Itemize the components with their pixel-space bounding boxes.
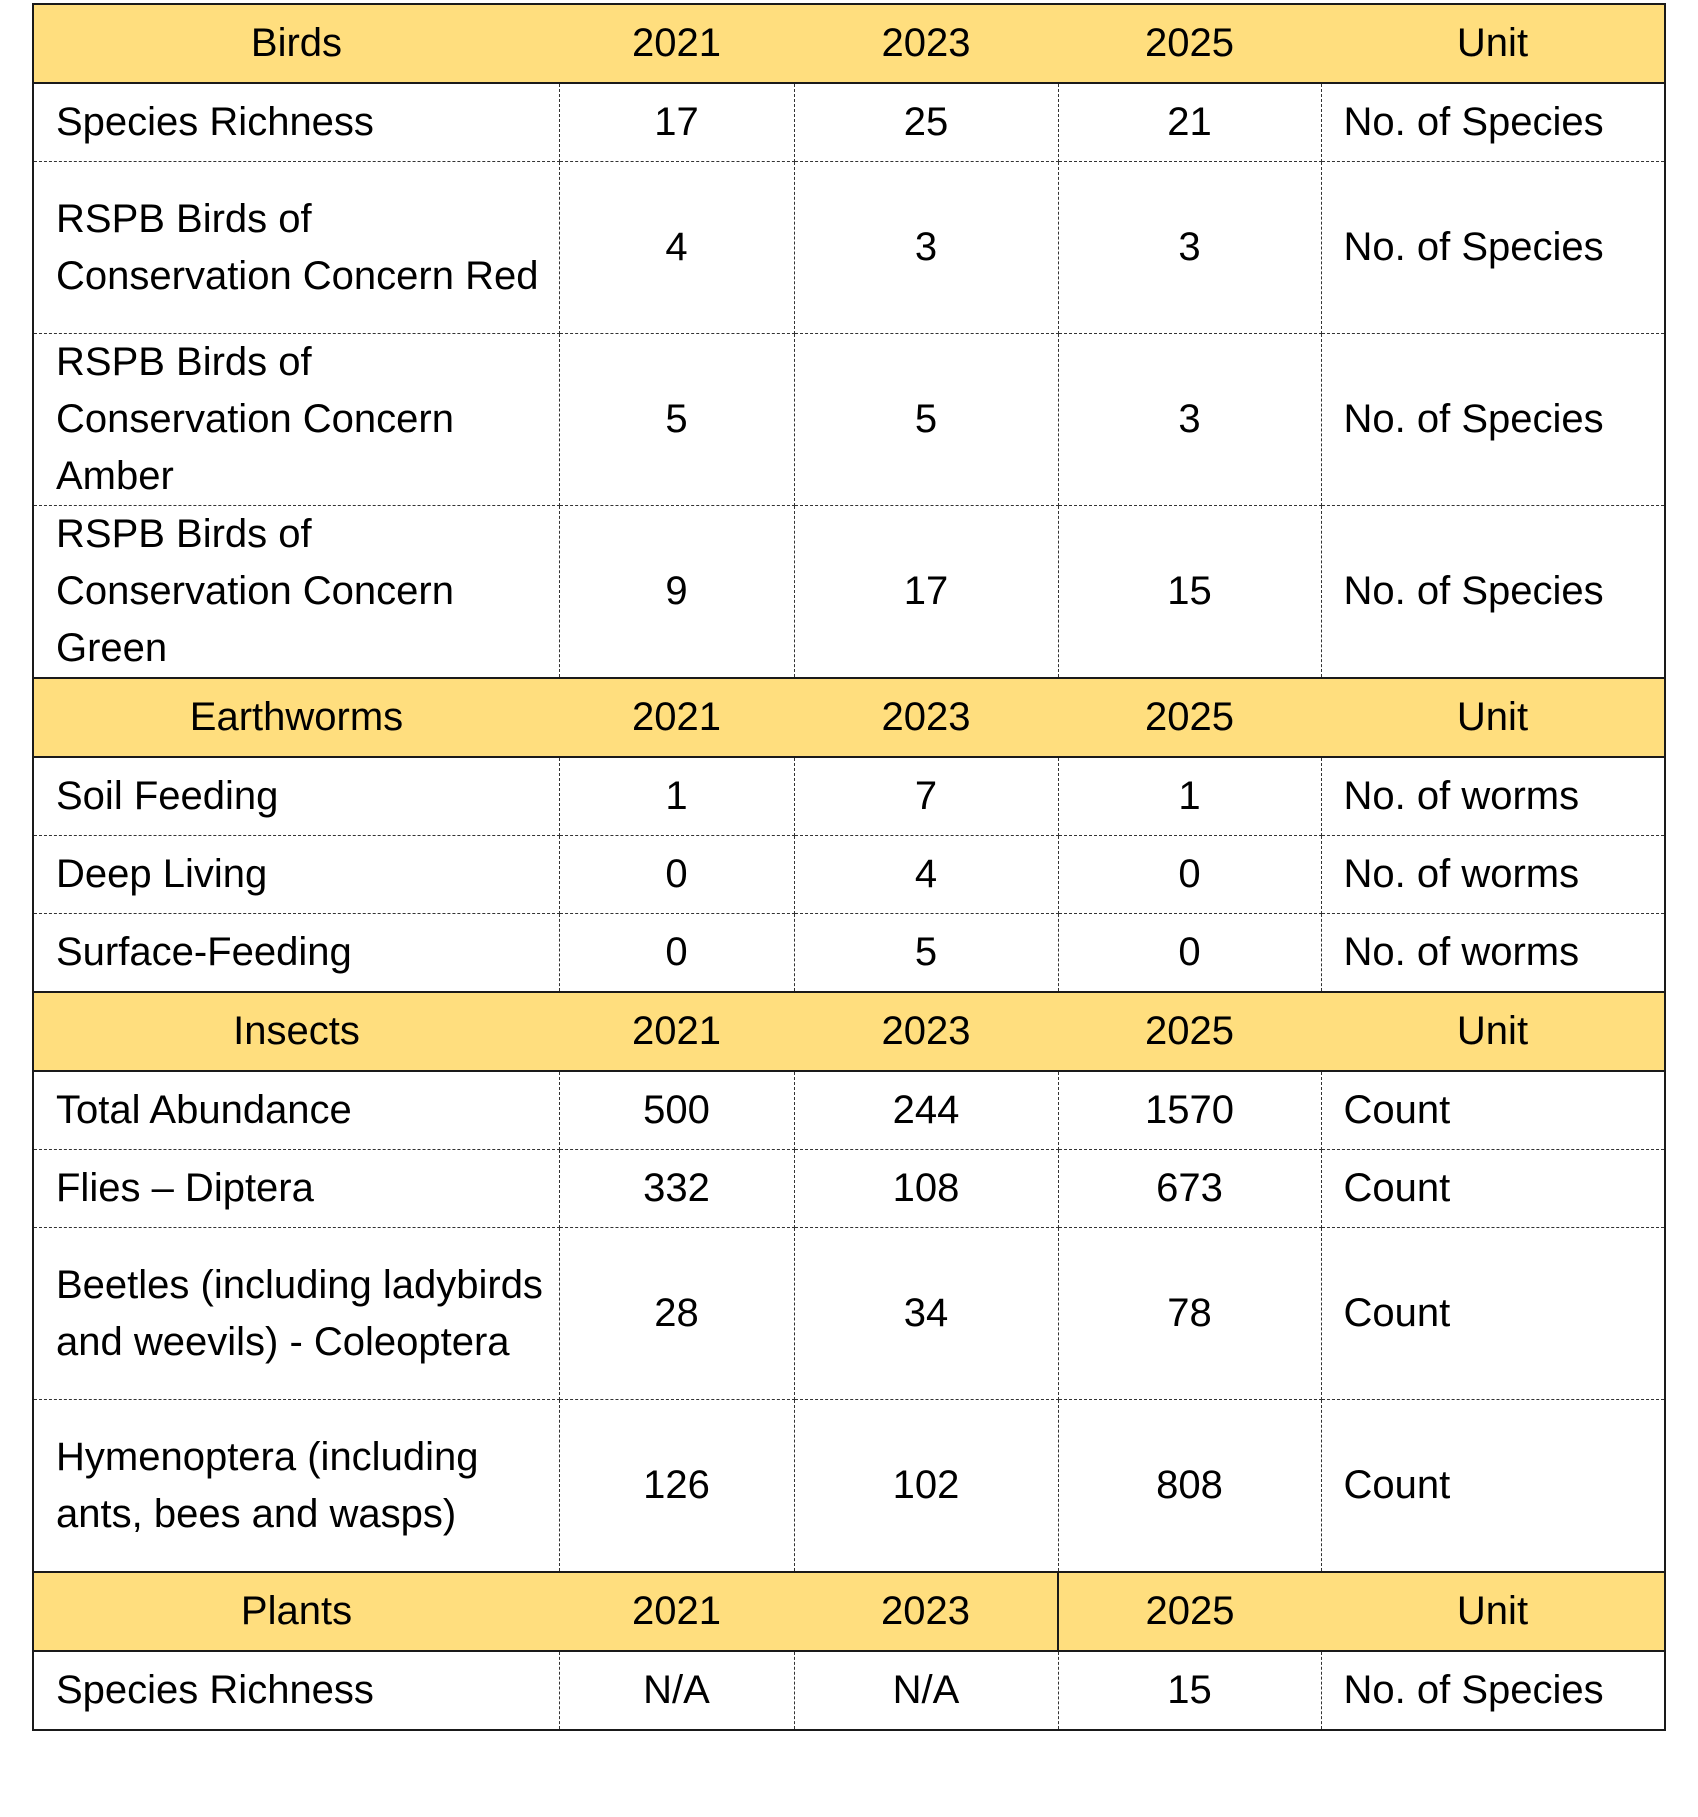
- value-2021: 500: [559, 1071, 794, 1150]
- value-2025: 0: [1058, 914, 1321, 993]
- unit: No. of Species: [1321, 506, 1665, 679]
- section-header-insects: [33, 992, 1665, 1071]
- year-header-2025: 2025: [1058, 1572, 1321, 1651]
- row-label: RSPB Birds of Conservation Concern Green: [33, 506, 559, 679]
- value-2021: 126: [559, 1400, 794, 1573]
- unit: No. of worms: [1321, 757, 1665, 836]
- year-header-2025: 2025: [1058, 4, 1321, 83]
- unit: Count: [1321, 1400, 1665, 1573]
- row-label: Flies – Diptera: [33, 1150, 559, 1228]
- unit: Count: [1321, 1150, 1665, 1228]
- value-2023: 108: [794, 1150, 1058, 1228]
- unit-header: Unit: [1321, 4, 1665, 83]
- value-2025: 1570: [1058, 1071, 1321, 1150]
- value-2023: 7: [794, 757, 1058, 836]
- unit: Count: [1321, 1071, 1665, 1150]
- table-row: [33, 757, 1665, 836]
- value-2021: 0: [559, 914, 794, 993]
- value-2021: 17: [559, 83, 794, 162]
- unit: No. of worms: [1321, 914, 1665, 993]
- table-row: [33, 162, 1665, 334]
- value-2021: 9: [559, 506, 794, 679]
- row-label: Soil Feeding: [33, 757, 559, 836]
- value-2023: 5: [794, 914, 1058, 993]
- unit-header: Unit: [1321, 1572, 1665, 1651]
- value-2021: 0: [559, 836, 794, 914]
- table-row: [33, 1400, 1665, 1573]
- value-2023: 5: [794, 334, 1058, 506]
- value-2025: 78: [1058, 1228, 1321, 1400]
- value-2023: N/A: [794, 1651, 1058, 1730]
- unit: No. of Species: [1321, 83, 1665, 162]
- value-2023: 244: [794, 1071, 1058, 1150]
- unit: Count: [1321, 1228, 1665, 1400]
- year-header-2023: 2023: [794, 678, 1058, 757]
- row-label: RSPB Birds of Conservation Concern Amber: [33, 334, 559, 506]
- table-row: [33, 836, 1665, 914]
- unit-header: Unit: [1321, 678, 1665, 757]
- value-2025: 3: [1058, 162, 1321, 334]
- year-header-2023: 2023: [794, 1572, 1058, 1651]
- value-2021: 4: [559, 162, 794, 334]
- row-label: Species Richness: [33, 83, 559, 162]
- value-2023: 17: [794, 506, 1058, 679]
- unit: No. of Species: [1321, 334, 1665, 506]
- row-label: RSPB Birds of Conservation Concern Red: [33, 162, 559, 334]
- value-2023: 25: [794, 83, 1058, 162]
- value-2025: 808: [1058, 1400, 1321, 1573]
- year-header-2021: 2021: [559, 678, 794, 757]
- value-2021: 1: [559, 757, 794, 836]
- section-header-birds: [33, 4, 1665, 83]
- unit: No. of Species: [1321, 1651, 1665, 1730]
- table-row: [33, 506, 1665, 679]
- value-2025: 1: [1058, 757, 1321, 836]
- value-2023: 34: [794, 1228, 1058, 1400]
- section-title: Birds: [33, 4, 559, 83]
- unit: No. of Species: [1321, 162, 1665, 334]
- table-row: [33, 1071, 1665, 1150]
- row-label: Beetles (including ladybirds and weevils) - Coleoptera: [33, 1228, 559, 1400]
- value-2025: 0: [1058, 836, 1321, 914]
- table-row: [33, 1651, 1665, 1730]
- row-label: Total Abundance: [33, 1071, 559, 1150]
- value-2023: 4: [794, 836, 1058, 914]
- table-row: [33, 914, 1665, 993]
- unit-header: Unit: [1321, 992, 1665, 1071]
- value-2025: 3: [1058, 334, 1321, 506]
- year-header-2025: 2025: [1058, 678, 1321, 757]
- table-row: [33, 1228, 1665, 1400]
- year-header-2021: 2021: [559, 1572, 794, 1651]
- year-header-2021: 2021: [559, 4, 794, 83]
- table-row: [33, 334, 1665, 506]
- value-2025: 21: [1058, 83, 1321, 162]
- section-header-plants: [33, 1572, 1665, 1651]
- row-label: Hymenoptera (including ants, bees and wasps): [33, 1400, 559, 1573]
- value-2023: 102: [794, 1400, 1058, 1573]
- value-2021: N/A: [559, 1651, 794, 1730]
- row-label: Species Richness: [33, 1651, 559, 1730]
- value-2023: 3: [794, 162, 1058, 334]
- value-2021: 28: [559, 1228, 794, 1400]
- value-2025: 15: [1058, 1651, 1321, 1730]
- value-2021: 5: [559, 334, 794, 506]
- section-title: Earthworms: [33, 678, 559, 757]
- year-header-2025: 2025: [1058, 992, 1321, 1071]
- section-title: Insects: [33, 992, 559, 1071]
- year-header-2023: 2023: [794, 4, 1058, 83]
- biodiversity-survey-table: [32, 3, 1666, 1731]
- year-header-2023: 2023: [794, 992, 1058, 1071]
- section-title: Plants: [33, 1572, 559, 1651]
- value-2021: 332: [559, 1150, 794, 1228]
- table-row: [33, 83, 1665, 162]
- year-header-2021: 2021: [559, 992, 794, 1071]
- unit: No. of worms: [1321, 836, 1665, 914]
- section-header-earthworms: [33, 678, 1665, 757]
- row-label: Deep Living: [33, 836, 559, 914]
- table-row: [33, 1150, 1665, 1228]
- row-label: Surface-Feeding: [33, 914, 559, 993]
- value-2025: 673: [1058, 1150, 1321, 1228]
- value-2025: 15: [1058, 506, 1321, 679]
